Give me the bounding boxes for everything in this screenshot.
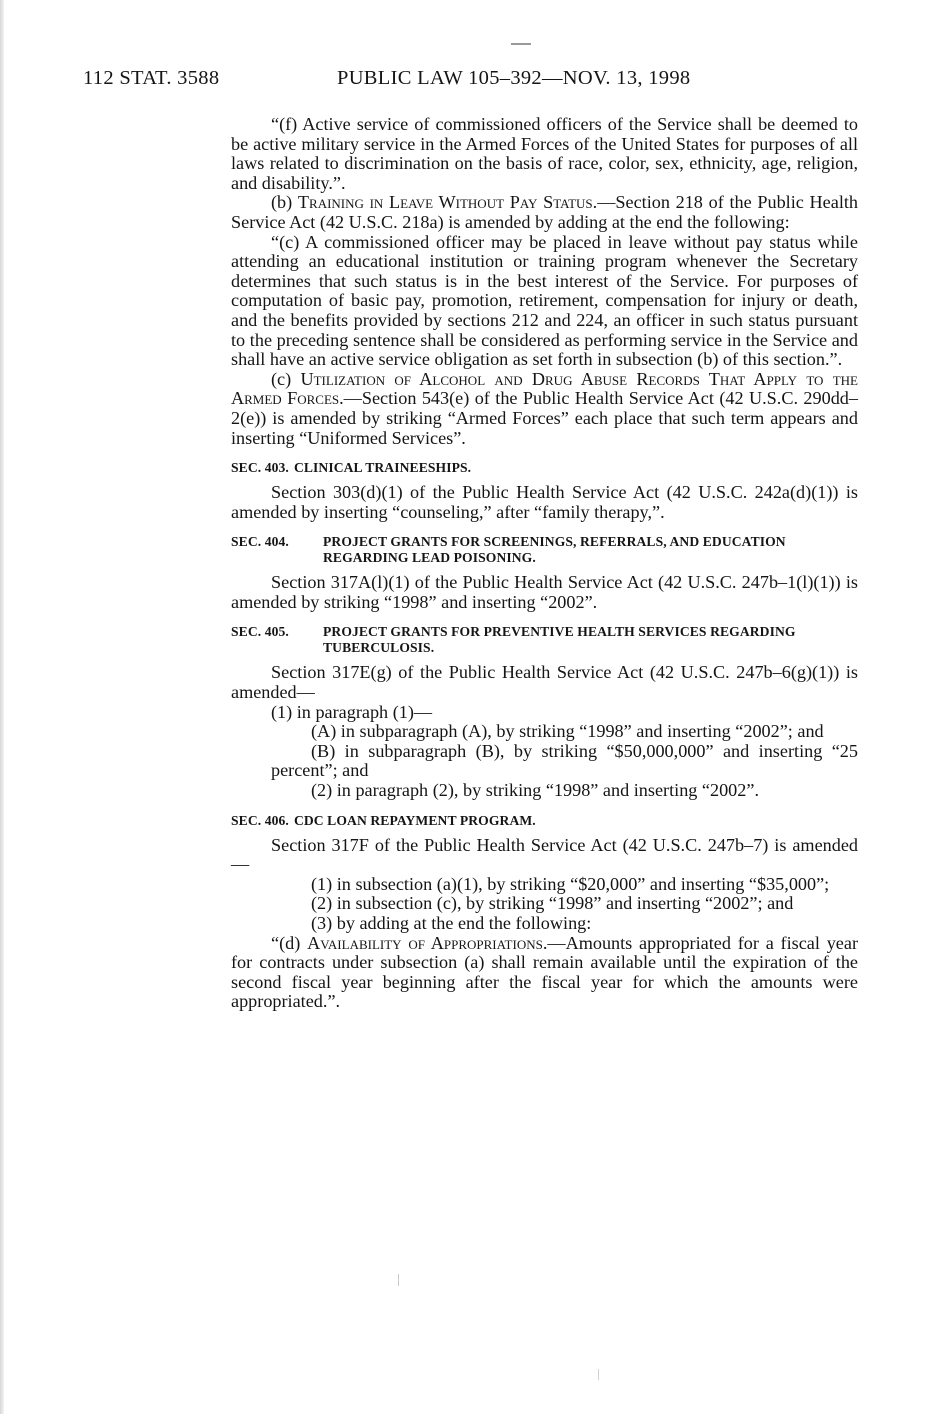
running-head <box>83 67 783 93</box>
section-406-item-1: (1) in subsection (a)(1), by striking “$20,000” and inserting “$35,000”; <box>311 873 830 894</box>
section-406-text: Section 317F of the Public Health Service Act (42 U.S.C. 247b–7) is amended— <box>231 834 858 875</box>
paragraph-b-text: —Section 218 of the Public Health Service Act (42 U.S.C. 218a) is amended by adding at the end the following: <box>231 192 859 232</box>
section-406-heading <box>231 813 858 829</box>
section-404-number: SEC. 404. <box>231 534 289 550</box>
section-406-quote-label: “(d) <box>271 932 301 953</box>
section-405-title: PROJECT GRANTS FOR PREVENTIVE HEALTH SERVICES REGARDING TUBERCULOSIS. <box>323 624 796 656</box>
section-406-quote-text: —Amounts appropriated for a fiscal year for contracts under subsection (a) shall remain available until the expiration of the second fiscal year beginning after the fiscal year for which the amounts were appropriated.”. <box>231 932 858 1012</box>
section-405-item-1: (1) in paragraph (1)— <box>271 701 433 722</box>
section-406-quote-heading: Availability of Appropriations. <box>307 932 548 953</box>
paragraph-c-text: —Section 543(e) of the Public Health Service Act (42 U.S.C. 290dd–2(e)) is amended by striking “Armed Forces” each place that such term appears and inserting “Uniformed Services”. <box>231 388 858 448</box>
section-405-number: SEC. 405. <box>231 624 289 640</box>
section-406-title: CDC LOAN REPAYMENT PROGRAM. <box>293 812 536 828</box>
section-405-heading <box>231 624 858 656</box>
section-403-number: SEC. 403. <box>231 460 289 476</box>
section-406-number: SEC. 406. <box>231 812 289 828</box>
section-406-item-3: (3) by adding at the end the following: <box>311 913 592 933</box>
section-405-text: Section 317E(g) of the Public Health Service Act (42 U.S.C. 247b–6(g)(1)) is amended— <box>231 662 858 703</box>
section-406-item-2: (2) in subsection (c), by striking “1998” and inserting “2002”; and <box>311 893 794 914</box>
section-405-item-1a: (A) in subparagraph (A), by striking “1998” and inserting “2002”; and <box>311 721 824 742</box>
paragraph-c <box>231 370 858 448</box>
paragraph-b-heading: Training in Leave Without Pay Status. <box>297 192 598 213</box>
section-404-title: PROJECT GRANTS FOR SCREENINGS, REFERRALS, AND EDUCATION REGARDING LEAD POISONING. <box>323 534 786 566</box>
paragraph-f: “(f) Active service of commissioned officers of the Service shall be deemed to be active military service in the Armed Forces of the United States for purposes of all laws related to discrimination on the basis of race, color, sex, ethnicity, age, religion, and disability.”. <box>231 114 858 193</box>
section-406-quote <box>231 934 858 1012</box>
law-title-date: PUBLIC LAW 105–392—NOV. 13, 1998 <box>337 67 691 89</box>
scan-edge-shadow <box>0 0 4 1414</box>
paragraph-c-label: (c) <box>271 368 292 389</box>
section-403-heading <box>231 460 858 476</box>
section-403-title: CLINICAL TRAINEESHIPS. <box>293 460 472 476</box>
page-body <box>231 115 858 1012</box>
scan-mark <box>598 1369 599 1380</box>
section-404-heading <box>231 534 858 566</box>
scan-mark <box>511 43 531 45</box>
section-405-item-2: (2) in paragraph (2), by striking “1998” and inserting “2002”. <box>311 780 759 801</box>
paragraph-c-heading: Utilization of Alcohol and Drug Abuse Records That Apply to the Armed Forces. <box>231 368 858 409</box>
scan-mark <box>398 1274 399 1286</box>
section-403-text: Section 303(d)(1) of the Public Health Service Act (42 U.S.C. 242a(d)(1)) is amended by inserting “counseling,” after “family therapy,”. <box>231 482 858 522</box>
statute-page-number: 112 STAT. 3588 <box>83 67 220 89</box>
paragraph-c-quote: “(c) A commissioned officer may be placed in leave without pay status while attending an educational institution or training program whenever the Secretary determines that such status is in the best interest of the Service. For purposes of computation of basic pay, promotion, retirement, compensation for injury or death, and the benefits provided by sections 212 and 224, an officer in such status pursuant to the preceding sentence shall be considered as performing service in the Service and shall have an active service obligation as set forth in subsection (b) of this section.”. <box>231 231 858 370</box>
paragraph-b <box>231 193 858 232</box>
section-405-item-1b: (B) in subparagraph (B), by striking “$50,000,000” and inserting “25 percent”; and <box>271 740 858 781</box>
paragraph-b-label: (b) <box>271 192 293 213</box>
section-404-text: Section 317A(l)(1) of the Public Health Service Act (42 U.S.C. 247b–1(l)(1)) is amended by striking “1998” and inserting “2002”. <box>231 572 858 612</box>
